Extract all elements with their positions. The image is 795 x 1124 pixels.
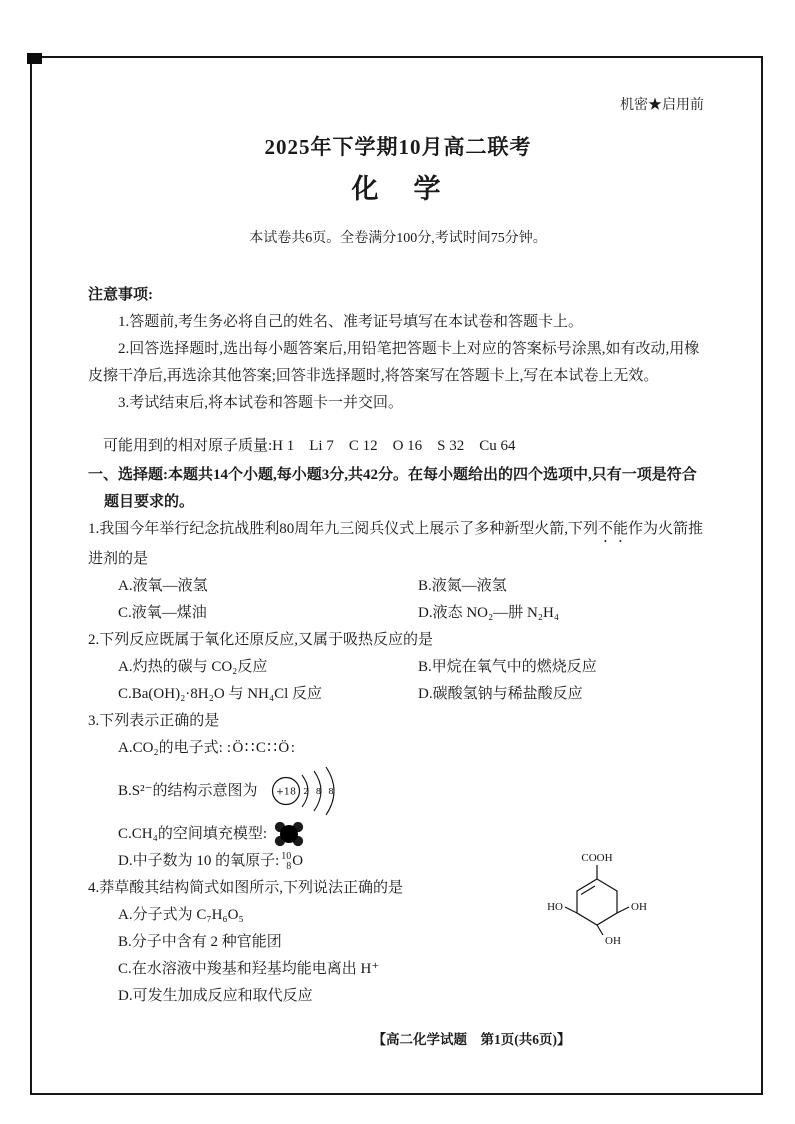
confidential-notice: 机密★启用前: [620, 98, 704, 113]
section-one-title: 一、选择题:本题共14个小题,每小题3分,共42分。在每小题给出的四个选项中,只有一项是符合题目要求的。: [88, 467, 697, 510]
isotope-atomic-number: 8: [286, 860, 292, 872]
q3-option-c: [118, 820, 708, 848]
nucleus-charge-label: +18: [275, 786, 296, 798]
q1-option-b: B.液氮—液氢: [418, 578, 507, 594]
q4-option-a: A.分子式为 C₇H₆O₅: [118, 907, 244, 923]
note-item-2: 2.回答选择题时,选出每小题答案后,用铅笔把答题卡上对应的答案标号涂黑,如有改动,用橡皮擦干净后,再选涂其他答案;回答非选择题时,将答案写在答题卡上,写在本试卷上无效。: [88, 341, 700, 384]
q1-options: [118, 573, 708, 627]
q3-option-b-label: B.S²⁻的结构示意图为: [118, 782, 258, 799]
oxygen-isotope-notation: [281, 848, 303, 875]
oh-right-group-label: OH: [631, 901, 647, 913]
cooh-group-label: COOH: [581, 852, 613, 864]
atomic-masses-line: 可能用到的相对原子质量:H 1 Li 7 C 12 O 16 S 32 Cu 64: [103, 438, 516, 454]
sulfide-ion-shell-diagram: [266, 762, 366, 820]
shell-1-count: 2: [302, 787, 309, 797]
q2-option-d: D.碳酸氢钠与稀盐酸反应: [418, 686, 583, 702]
question-3-stem: 3.下列表示正确的是: [88, 713, 220, 729]
q2-options: [118, 654, 708, 708]
q1-stem-emphasis: 不能: [598, 521, 629, 537]
page-footer: 【高二化学试题 第1页(共6页)】: [372, 1032, 571, 1047]
question-1: [88, 516, 708, 627]
notes-block: [88, 282, 708, 417]
note-item-1: 1.答题前,考生务必将自己的姓名、准考证号填写在本试卷和答题卡上。: [118, 314, 584, 330]
isotope-mass-number: 10: [281, 850, 292, 862]
ho-group-label: HO: [547, 901, 563, 913]
q1-stem-pre: 1.我国今年举行纪念抗战胜利80周年九三阅兵仪式上展示了多种新型火箭,下列: [88, 521, 599, 537]
shell-2-count: 8: [315, 787, 321, 797]
q2-option-b: B.甲烷在氧气中的燃烧反应: [418, 659, 597, 675]
co2-electron-formula: :Ö∷C∷Ö:: [226, 740, 297, 756]
q4-option-c: C.在水溶液中羧基和羟基均能电离出 H⁺: [118, 961, 380, 977]
scan-corner-mark: [27, 53, 42, 64]
q3-option-b: [118, 762, 708, 820]
question-4-stem: 4.莽草酸其结构简式如图所示,下列说法正确的是: [88, 880, 404, 896]
ch4-space-filling-model: [273, 820, 305, 848]
notes-heading: 注意事项:: [88, 287, 153, 303]
q1-option-c: C.液氧—煤油: [118, 605, 207, 621]
subject-title: 化 学: [351, 174, 445, 204]
page-content: [88, 92, 708, 1010]
q3-option-a: [118, 735, 708, 762]
shell-3-count: 8: [327, 787, 334, 797]
isotope-element-symbol: O: [292, 853, 304, 869]
oh-bottom-group-label: OH: [605, 935, 621, 947]
question-2: [88, 627, 708, 708]
q3-option-d-label: D.中子数为 10 的氧原子:: [118, 853, 280, 869]
q4-option-d: D.可发生加成反应和取代反应: [118, 988, 313, 1004]
question-1-stem: [88, 516, 708, 573]
q4-option-b: B.分子中含有 2 种官能团: [118, 934, 282, 950]
q3-option-a-label: A.CO₂的电子式:: [118, 740, 223, 756]
shikimic-acid-structure: [540, 849, 660, 949]
q2-option-c: C.Ba(OH)₂·8H₂O 与 NH₄Cl 反应: [118, 686, 323, 702]
q1-option-d: D.液态 NO₂—肼 N₂H₄: [418, 605, 560, 621]
isotope-numbers: [281, 852, 291, 872]
paper-info: 本试卷共6页。全卷满分100分,考试时间75分钟。: [249, 231, 547, 246]
q3-option-c-label: C.CH₄的空间填充模型:: [118, 825, 267, 842]
note-item-3: 3.考试结束后,将本试卷和答题卡一并交回。: [118, 395, 404, 411]
question-2-stem: 2.下列反应既属于氧化还原反应,又属于吸热反应的是: [88, 632, 434, 648]
q2-option-a: A.灼热的碳与 CO₂反应: [118, 659, 268, 675]
q1-option-a: A.液氧—液氢: [118, 578, 208, 594]
exam-title: 2025年下学期10月高二联考: [264, 135, 532, 159]
q1-stem-post: 作为火箭推进剂的是: [88, 521, 704, 567]
